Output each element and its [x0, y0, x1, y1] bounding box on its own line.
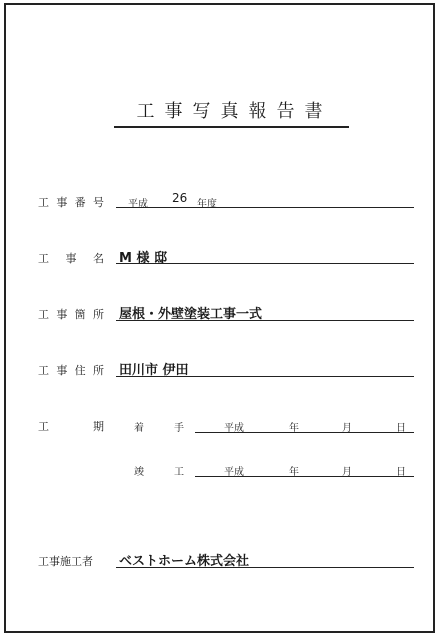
construction-location-underline [116, 320, 414, 321]
report-title: 工事写真報告書 [114, 100, 349, 128]
period-start-label: 着 手 [134, 423, 184, 434]
construction-number-underline [116, 207, 414, 208]
contractor-underline [116, 567, 414, 568]
construction-number-label: 工 事 番 号 [38, 196, 104, 209]
construction-number-era: 平成 [128, 199, 148, 210]
construction-address-label: 工 事 住 所 [38, 364, 104, 377]
period-start-month: 月 [342, 423, 352, 434]
construction-name-value: M 様 邸 [119, 251, 167, 266]
contractor-label: 工事施工者 [38, 555, 93, 568]
construction-address-value: 田川市 伊田 [119, 363, 189, 378]
construction-address-underline [116, 376, 414, 377]
period-end-day: 日 [396, 467, 406, 478]
construction-name-underline [116, 263, 414, 264]
construction-location-label: 工 事 箇 所 [38, 308, 104, 321]
construction-location-value: 屋根・外壁塗装工事一式 [119, 307, 263, 322]
construction-period-label: 工 期 [38, 420, 104, 433]
contractor-value: ベストホーム株式会社 [119, 554, 250, 569]
construction-name-label: 工 事 名 [38, 252, 104, 265]
period-start-year: 年 [289, 423, 299, 434]
period-end-year: 年 [289, 467, 299, 478]
period-start-day: 日 [396, 423, 406, 434]
period-end-era: 平成 [224, 467, 244, 478]
period-start-underline [195, 432, 414, 433]
construction-number-year: 26 [172, 191, 188, 205]
period-start-era: 平成 [224, 423, 244, 434]
period-end-label: 竣 工 [134, 467, 184, 478]
construction-number-year-suffix: 年度 [197, 199, 217, 210]
period-end-underline [195, 476, 414, 477]
period-end-month: 月 [342, 467, 352, 478]
